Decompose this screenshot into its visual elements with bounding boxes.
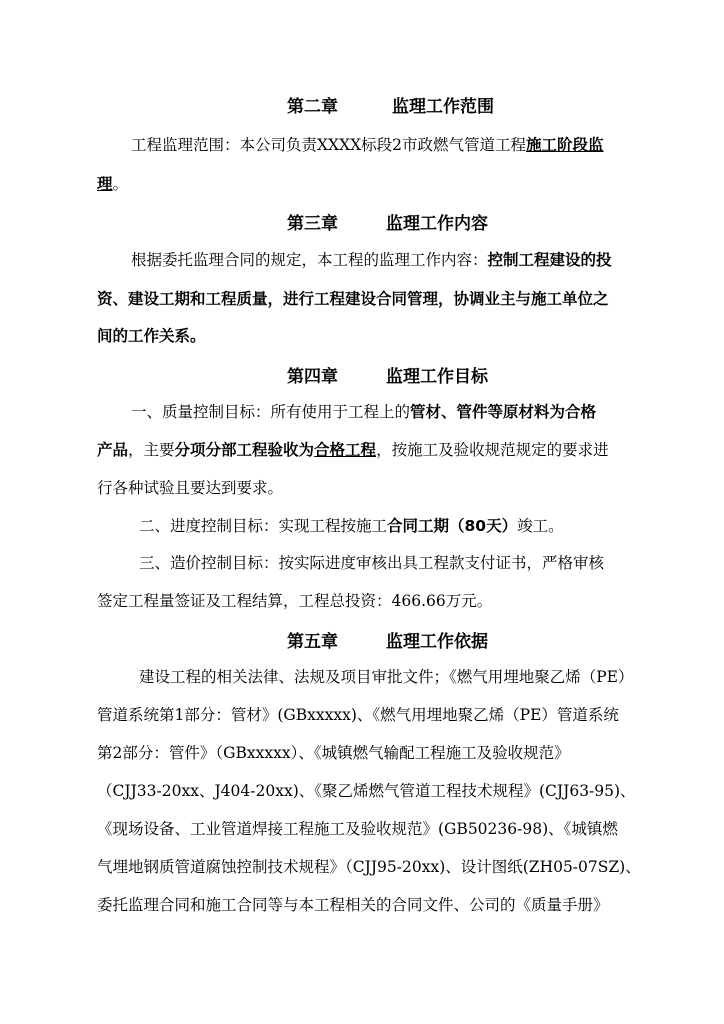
chapter-title: 监理工作内容	[386, 214, 488, 234]
chapter-number: 第三章	[287, 214, 338, 234]
quality-goal-line-3	[97, 478, 657, 498]
basis-line-2	[97, 705, 657, 725]
quality-line-3: 行各种试验且要达到要求。	[97, 479, 284, 497]
basis-line-7	[97, 895, 657, 915]
content-line-3	[97, 326, 657, 346]
basis-line-3	[97, 743, 657, 763]
content-prefix: 根据委托监理合同的规定，本工程的监理工作内容：	[131, 251, 488, 269]
basis-text: （CJJ33-20xx、J404-20xx)、《聚乙烯燃气管道工程技术规程》(CJJ63-95)、	[97, 782, 636, 800]
basis-text: 委托监理合同和施工合同等与本工程相关的合同文件、公司的《质量手册》	[97, 896, 609, 914]
basis-text: 管道系统第1部分：管材》(GBxxxxx)、《燃气用埋地聚乙烯（PE）管道系统	[97, 706, 619, 724]
basis-line-1	[139, 667, 657, 687]
chapter-title: 监理工作范围	[392, 97, 494, 117]
scope-end: 。	[112, 175, 129, 193]
quality-emphasis-1: 管材、管件等原材料为合格	[410, 403, 597, 421]
chapter-number: 第五章	[287, 632, 338, 652]
basis-line-5	[97, 819, 657, 839]
content-emphasis-2: 资、建设工期和工程质量，进行工程建设合同管理，协调业主与施工单位之	[97, 290, 609, 308]
cost-line-1: 三、造价控制目标：按实际进度审核出具工程款支付证书，严格审核	[139, 554, 605, 572]
chapter-number: 第四章	[287, 367, 338, 387]
quality-emphasis-2: 产品	[97, 441, 129, 459]
quality-mid-1: ，主要	[128, 441, 175, 459]
scope-prefix: 工程监理范围：本公司负责XXXX标段2市政燃气管道工程	[131, 136, 527, 154]
chapter-number: 第二章	[287, 97, 338, 117]
chapter-title: 监理工作依据	[386, 632, 488, 652]
chapter-title: 监理工作目标	[386, 367, 488, 387]
schedule-prefix: 二、进度控制目标：实现工程按施工	[139, 517, 388, 535]
schedule-suffix: 竣工。	[517, 517, 564, 535]
quality-emphasis-4: 合格工程	[314, 441, 377, 459]
basis-line-6	[97, 857, 657, 877]
scope-emphasis-2: 理	[97, 175, 113, 193]
cost-goal-line-2	[97, 591, 657, 611]
content-line-1	[131, 250, 657, 270]
quality-goal-line-2	[97, 440, 657, 460]
content-emphasis-1: 控制工程建设的投	[487, 251, 612, 269]
content-line-2	[97, 289, 657, 309]
content-emphasis-3: 间的工作关系。	[97, 327, 206, 345]
schedule-goal-line	[139, 516, 657, 536]
quality-emphasis-3: 分项分部工程验收为	[174, 441, 315, 459]
basis-text: 第2部分：管件》（GBxxxxx）、《城镇燃气输配工程施工及验收规范》	[97, 744, 570, 762]
cost-line-2: 签定工程量签证及工程结算，工程总投资：466.66万元。	[97, 592, 493, 610]
scope-line-2	[97, 174, 657, 194]
quality-mid-2: ，按施工及验收规范规定的要求进	[376, 441, 609, 459]
scope-line-1	[131, 135, 657, 155]
quality-prefix: 一、质量控制目标：所有使用于工程上的	[131, 403, 411, 421]
basis-text: 气埋地钢质管道腐蚀控制技术规程》（CJJ95-20xx)、设计图纸(ZH05-07SZ)、	[97, 858, 641, 876]
quality-goal-line-1	[131, 402, 657, 422]
scope-emphasis-1: 施工阶段监	[526, 136, 604, 154]
basis-line-4	[97, 781, 657, 801]
cost-goal-line-1	[139, 553, 657, 573]
schedule-emphasis: 合同工期（80天）	[387, 517, 518, 535]
basis-text: 《现场设备、工业管道焊接工程施工及验收规范》(GB50236-98)、《城镇燃	[97, 820, 618, 838]
basis-text: 建设工程的相关法律、法规及项目审批文件；《燃气用埋地聚乙烯（PE）	[139, 668, 634, 686]
